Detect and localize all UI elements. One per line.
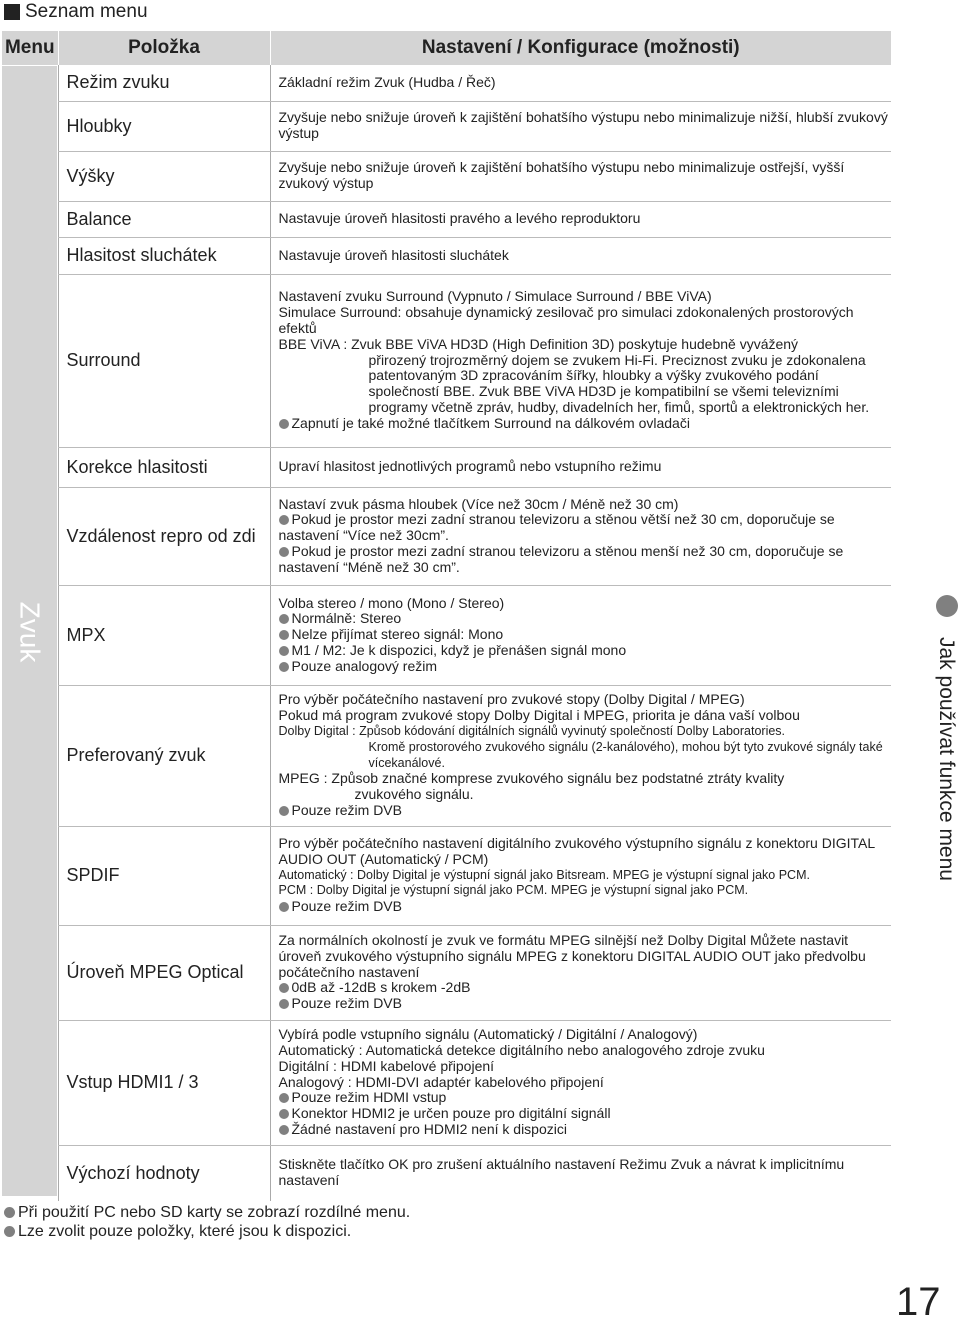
item-vysky: Výšky [58,151,270,201]
item-vzdalenost-repro: Vzdálenost repro od zdi [58,487,270,585]
item-korekce-hlasitosti: Korekce hlasitosti [58,447,270,487]
table-row [2,274,891,447]
item-rezim-zvuku: Režim zvuku [58,65,270,101]
table-row [2,101,891,151]
desc-rezim-zvuku: Základní režim Zvuk (Hudba / Řeč) [270,65,891,101]
item-vstup-hdmi: Vstup HDMI1 / 3 [58,1020,270,1145]
header-menu: Menu [2,31,58,65]
menu-table [2,31,891,1201]
desc-vysky: Zvyšuje nebo snižuje úroveň k zajištění bohatšího výstupu nebo minimalizuje ostřejší, vyšší zvukový výstup [270,151,891,201]
header-item: Položka [58,31,270,65]
item-mpx: MPX [58,585,270,685]
page-title: Seznam menu [4,0,148,24]
footnote: Lze zvolit pouze položky, které jsou k dispozici. [4,1222,410,1241]
page-number: 17 [896,1280,941,1324]
table-header-row [2,31,891,65]
side-tab [931,595,960,895]
desc-vychozi-hodnoty: Stiskněte tlačítko OK pro zrušení aktuálního nastavení Režimu Zvuk a návrat k implicitnímu nastavení [278,1156,845,1189]
desc-uroven-mpeg: Za normálních okolností je zvuk ve formátu MPEG silnější než Dolby Digital Můžete nastavit úroveň zvukového výstupního signálu MPEG z konektoru DIGITAL AUDIO OUT jako předvolbu počátečního nastavení 0dB až -12dB s krokem -2dB Pouze režim DVB [270,925,891,1020]
desc-vzdalenost-repro: Nastaví zvuk pásma hloubek (Více než 30cm / Méně než 30 cm) Pokud je prostor mezi zadní stranou televizoru a stěnou větší než 30 cm, doporučuje se nastavení “Více než 30cm”. Pokud je prostor mezi zadní stranou televizoru a stěnou menší než 30 cm, doporučuje se nastavení “Méně než 30 cm”. [270,487,891,585]
desc-spdif: Pro výběr počátečního nastavení digitálního zvukového výstupního signálu z konektoru DIGITAL AUDIO OUT (Automatický / PCM) Automatický : Dolby Digital je výstupní signál jako Bitsream. MPEG je výstupní signal jako PCM. PCM : Dolby Digital je výstupní signál jako PCM. MPEG je výstupní signal jako PCM. Pouze režim DVB [270,826,891,925]
header-settings: Nastavení / Konfigurace (možnosti) [270,31,891,65]
table-row [2,201,891,237]
desc-preferovany-zvuk: Pro výběr počátečního nastavení pro zvukové stopy (Dolby Digital / MPEG) Pokud má program zvukové stopy Dolby Digital i MPEG, priorita je dána vaší volbou Dolby Digital : Způsob kódování digitálních signálů vyvinutý společností Dolby Laboratories. Kromě prostorového zvukového signálu (2-kanálového), mohou být tyto zvukové signály také vícekanálové. MPEG : Způsob značné komprese zvukového signálu bez podstatné ztráty kvality zvukového signálu. Pouze režim DVB [270,685,891,826]
item-balance: Balance [58,201,270,237]
table-row [2,447,891,487]
desc-korekce-hlasitosti: Upraví hlasitost jednotlivých programů nebo vstupního režimu [270,447,891,487]
desc-vstup-hdmi: Vybírá podle vstupního signálu (Automatický / Digitální / Analogový) Automatický : Automatická detekce digitálního nebo analogového zdroje zvuku Digitální : HDMI kabelové připojení Analogový : HDMI-DVI adaptér kabelového připojení Pouze režim HDMI vstup Konektor HDMI2 je určen pouze pro digitální signáll Žádné nastavení pro HDMI2 není k dispozici [270,1020,891,1145]
footnotes [4,1203,410,1241]
title-square-icon [4,4,20,20]
item-vychozi-hodnoty: Výchozí hodnoty [58,1145,270,1201]
table-row [2,487,891,585]
footnote: Při použití PC nebo SD karty se zobrazí rozdílné menu. [4,1203,410,1222]
desc-hloubky: Zvyšuje nebo snižuje úroveň k zajištění bohatšího výstupu nebo minimalizuje nižší, hlubší zvukový výstup [270,101,891,151]
item-uroven-mpeg: Úroveň MPEG Optical [58,925,270,1020]
table-row [2,65,891,101]
table-row [2,585,891,685]
item-preferovany-zvuk: Preferovaný zvuk [58,685,270,826]
item-hlasitost-sluchatek: Hlasitost sluchátek [58,237,270,274]
item-hloubky: Hloubky [58,101,270,151]
item-surround: Surround [58,274,270,447]
table-row [2,1020,891,1145]
table-row [2,925,891,1020]
menu-name-label: Zvuk [14,601,46,663]
item-spdif: SPDIF [58,826,270,925]
table-row [2,1145,891,1201]
table-row [2,237,891,274]
side-tab-label: Jak používat funkce menu [935,637,958,881]
table-row [2,151,891,201]
desc-hlasitost-sluchatek: Nastavuje úroveň hlasitosti sluchátek [270,237,891,274]
table-row [2,685,891,826]
desc-balance: Nastavuje úroveň hlasitosti pravého a levého reproduktoru [270,201,891,237]
table-row [2,826,891,925]
desc-mpx: Volba stereo / mono (Mono / Stereo) Normálně: Stereo Nelze přijímat stereo signál: Mono M1 / M2: Je k dispozici, když je přenášen signál mono Pouze analogový režim [270,585,891,685]
desc-surround: Nastavení zvuku Surround (Vypnuto / Simulace Surround / BBE ViVA) Simulace Surround: obsahuje dynamický zesilovač pro simulaci zdokonalených prostorových efektů BBE ViVA : Zvuk BBE ViVA HD3D (High Definition 3D) poskytuje hudebně vyvážený přirozený trojrozměrný dojem se zvukem Hi-Fi. Preciznost zvuku je zdokonalena patentovaným 3D zpracováním šířky, hloubky a výšky zvukového podání společností BBE. Zvuk BBE ViVA HD3D je kompatibilní se všemi televizními programy včetně zpráv, hudby, divadelních her, fimů, sportů a elektronických her. Zapnutí je také možné tlačítkem Surround na dálkovém ovladači [270,274,891,447]
